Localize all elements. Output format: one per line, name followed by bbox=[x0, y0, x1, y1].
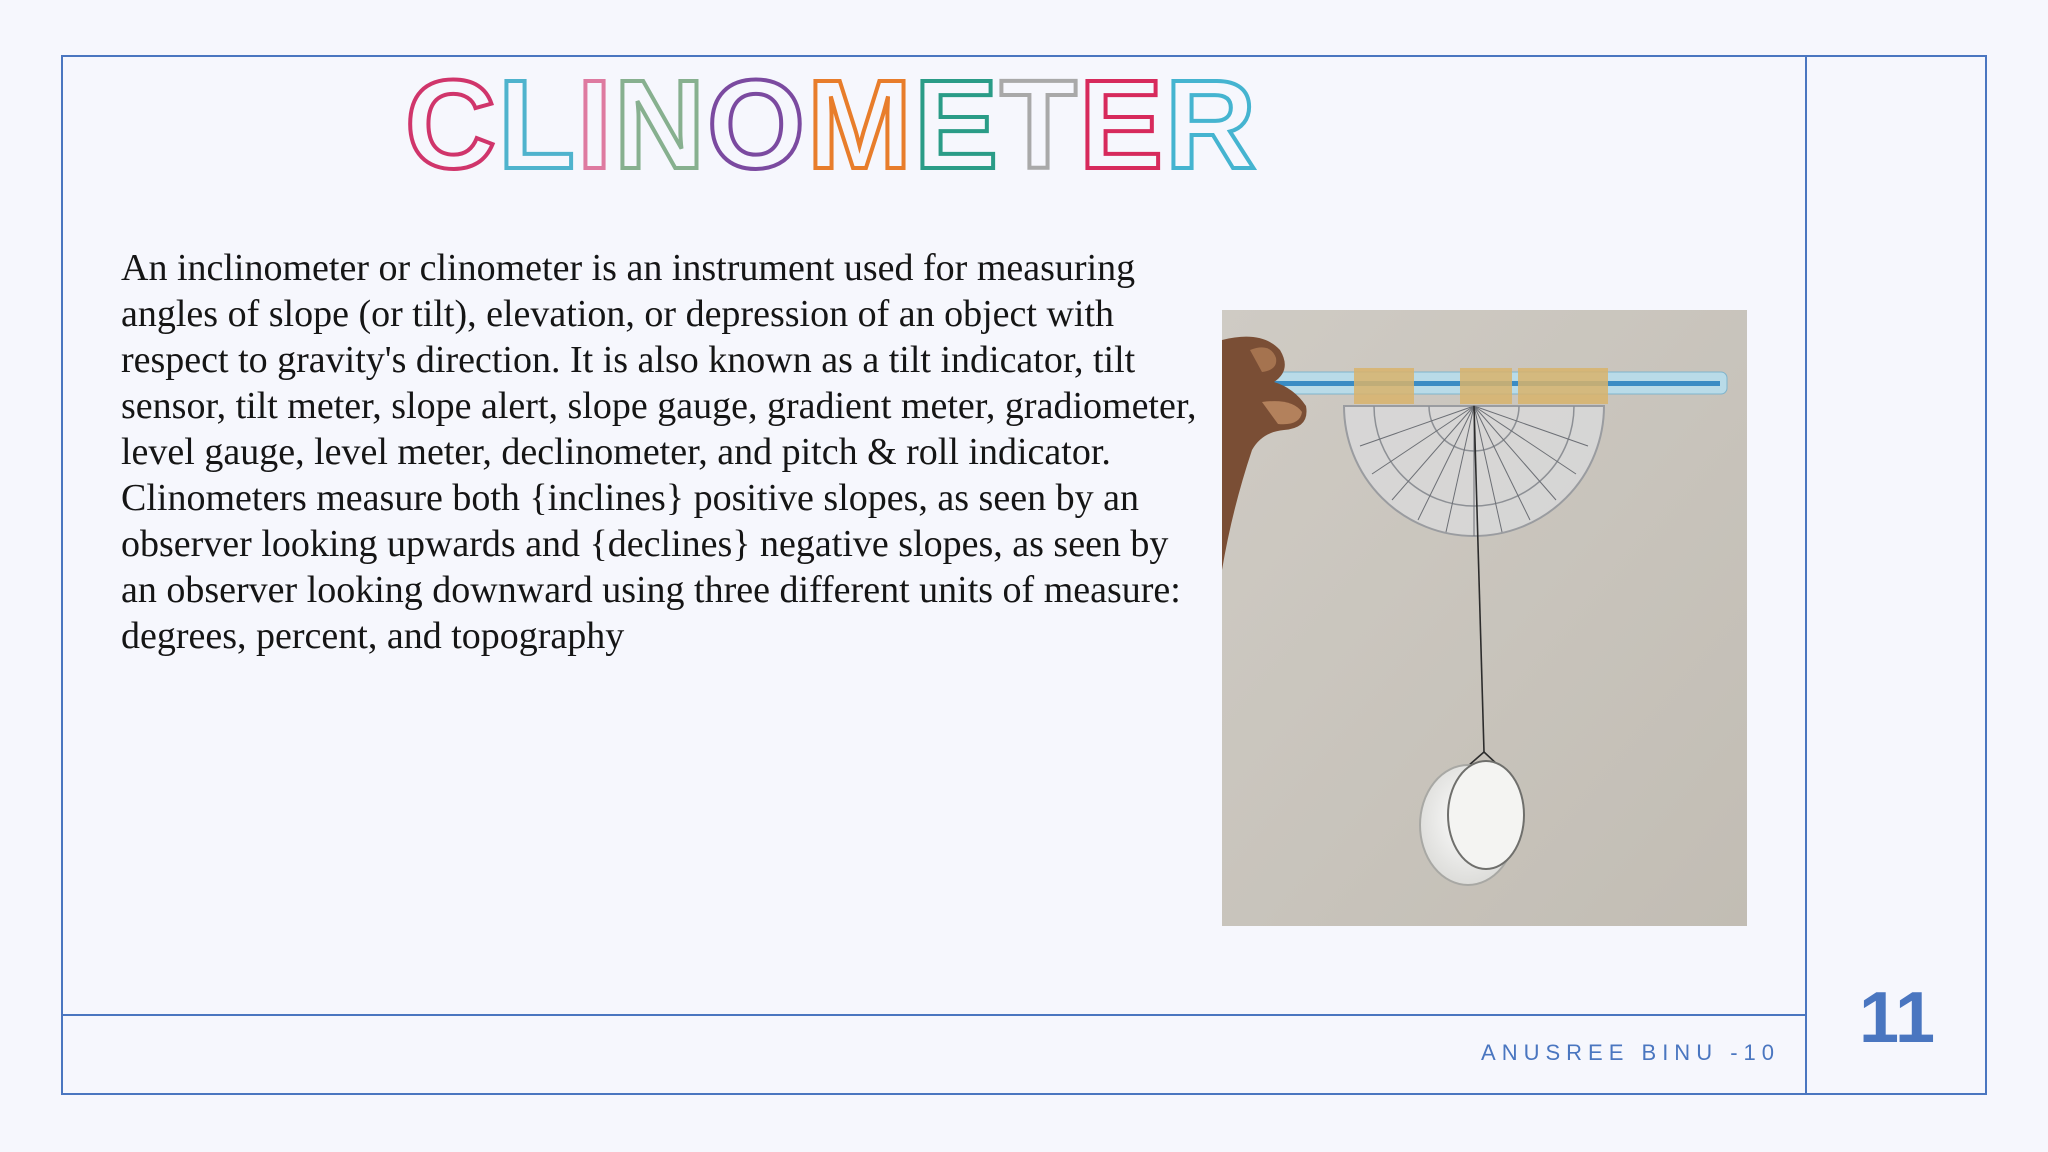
title-letter: C bbox=[405, 54, 498, 195]
title-letter: T bbox=[1000, 54, 1079, 195]
title-letter: L bbox=[498, 54, 577, 195]
page-number: 11 bbox=[1858, 978, 1936, 1058]
title-letter: N bbox=[613, 54, 707, 195]
title-letter: E bbox=[913, 54, 1001, 195]
clinometer-photo bbox=[1222, 310, 1747, 926]
body-text: An inclinometer or clinometer is an instrument used for measuring angles of slope (or tilt), elevation, or depression of an object with respect to gravity's direction. It is also known as a tilt indicator, tilt sensor, tilt meter, slope alert, slope gauge, gradient meter, gradiometer, level gauge, level meter, declinometer, and pitch & roll indicator. Clinometers measure both {inclines} positive slopes, as seen by an observer looking upwards and {declines} negative slopes, as seen by an observer looking downward using three different units of measure: degrees, percent, and topography bbox=[121, 247, 1197, 657]
side-divider bbox=[1805, 55, 1807, 1095]
title-letter: R bbox=[1165, 54, 1259, 195]
slide-title bbox=[405, 54, 1259, 195]
title-letter: I bbox=[576, 54, 614, 195]
title-letter: O bbox=[706, 54, 807, 195]
title-letter: E bbox=[1078, 54, 1166, 195]
footer-divider bbox=[61, 1014, 1806, 1016]
title-letter: M bbox=[807, 54, 914, 195]
footer-author: ANUSREE BINU -10 bbox=[1481, 1040, 1780, 1065]
